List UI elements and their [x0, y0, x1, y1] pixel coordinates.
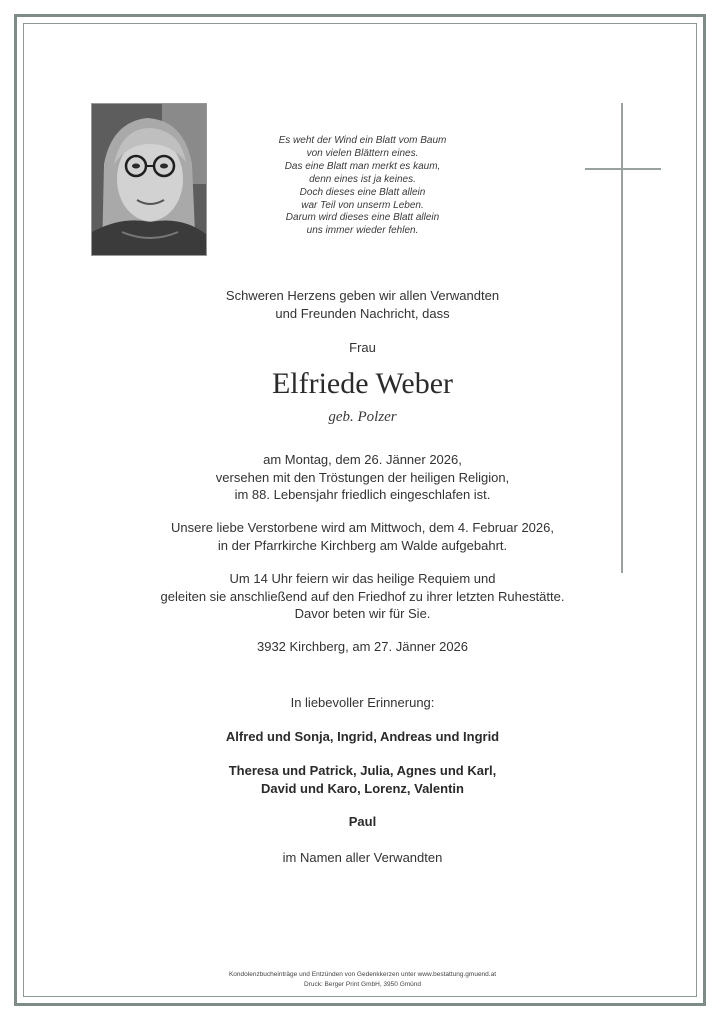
- cross-bar: [585, 168, 661, 170]
- mourners-group-1: Alfred und Sonja, Ingrid, Andreas und Ingrid: [225, 729, 500, 744]
- poem-line: denn eines ist ja keines.: [309, 173, 416, 185]
- requiem-line: Um 14 Uhr feiern wir das heilige Requiem und: [229, 571, 496, 586]
- mourners-line: David und Karo, Lorenz, Valentin: [261, 780, 464, 796]
- portrait-photo: [91, 103, 207, 256]
- closing-line: im Namen aller Verwandten: [282, 850, 443, 865]
- memory-heading: In liebevoller Erinnerung:: [290, 695, 435, 710]
- intro-line: und Freunden Nachricht, dass: [275, 305, 450, 321]
- poem-line: war Teil von unserm Leben.: [301, 199, 424, 211]
- mourners-line: Theresa und Patrick, Julia, Agnes und Karl,: [228, 763, 497, 778]
- intro-line: Schweren Herzens geben wir allen Verwandten: [225, 288, 500, 303]
- maiden-name: geb. Polzer: [328, 409, 397, 425]
- poem-line: Doch dieses eine Blatt allein: [299, 186, 426, 198]
- death-notice: [110, 451, 615, 504]
- mourners-group-3: Paul: [348, 814, 377, 829]
- footer-condolence-link[interactable]: Kondolenzbucheinträge und Entzünden von Gedenkkerzen unter www.bestattung.gmuend.at: [228, 971, 497, 978]
- death-line: im 88. Lebensjahr friedlich eingeschlafen ist.: [234, 487, 491, 502]
- requiem-line: geleiten sie anschließend auf den Friedhof zu ihrer letzten Ruhestätte.: [160, 588, 565, 604]
- poem-line: Es weht der Wind ein Blatt vom Baum: [278, 135, 447, 146]
- mourners-group-2: [110, 762, 615, 797]
- viewing-line: in der Pfarrkirche Kirchberg am Walde aufgebahrt.: [217, 537, 508, 553]
- intro-text: [110, 287, 615, 322]
- poem-line: Das eine Blatt man merkt es kaum,: [284, 160, 441, 172]
- death-line: am Montag, dem 26. Jänner 2026,: [263, 452, 462, 467]
- requiem-notice: [110, 570, 615, 623]
- viewing-notice: [110, 519, 615, 554]
- deceased-name: Elfriede Weber: [271, 367, 454, 400]
- poem-line: Darum wird dieses eine Blatt allein: [285, 212, 440, 224]
- poem-line: von vielen Blättern eines.: [306, 147, 419, 159]
- place-date: 3932 Kirchberg, am 27. Jänner 2026: [256, 639, 469, 654]
- cross-icon: [621, 103, 623, 573]
- poem: [230, 135, 495, 238]
- viewing-line: Unsere liebe Verstorbene wird am Mittwoch, dem 4. Februar 2026,: [171, 520, 554, 535]
- footer: [110, 970, 615, 990]
- requiem-line: Davor beten wir für Sie.: [294, 606, 431, 621]
- poem-line: uns immer wieder fehlen.: [306, 225, 419, 237]
- death-line: versehen mit den Tröstungen der heiligen Religion,: [215, 469, 510, 485]
- footer-printer: Druck: Berger Print GmbH, 3950 Gmünd: [303, 981, 422, 988]
- salutation: Frau: [349, 340, 376, 355]
